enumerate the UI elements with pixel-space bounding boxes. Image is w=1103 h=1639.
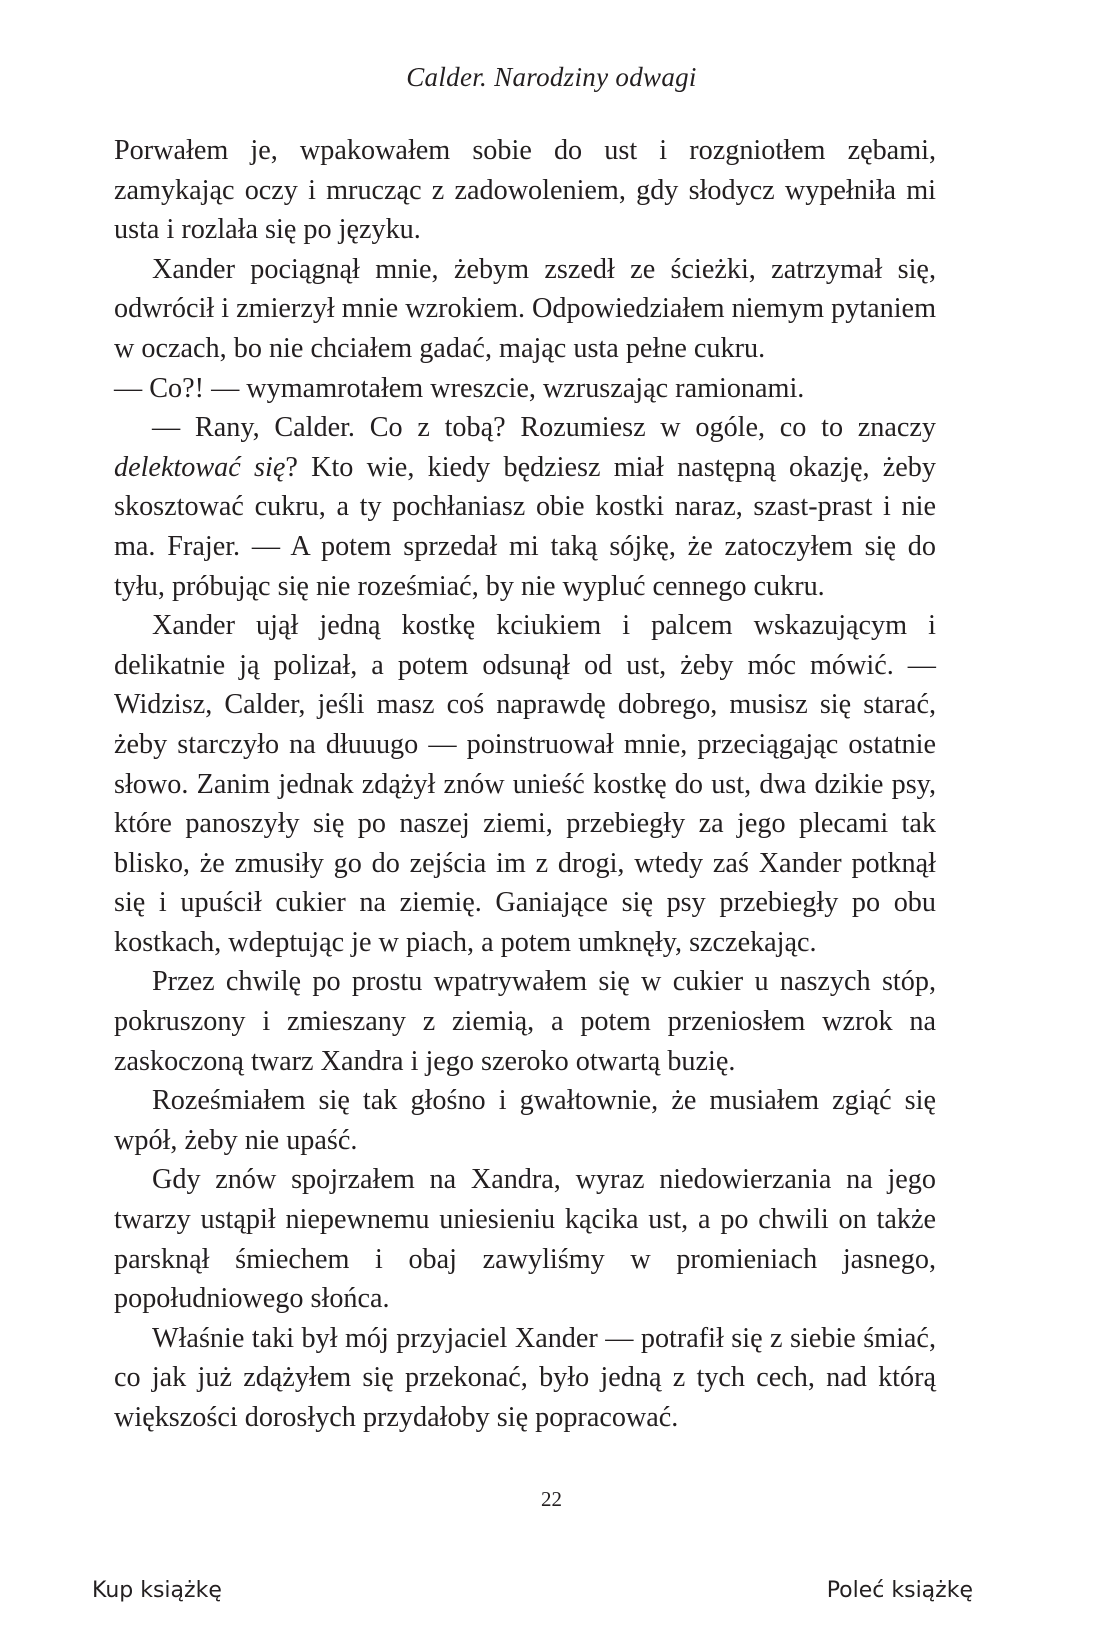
paragraph: — Co?! — wymamrotałem wreszcie, wzruszając ramionami. <box>114 372 805 404</box>
paragraph: Xander ujął jedną kostkę kciukiem i palcem wskazującym i delikatnie ją polizał, a potem odsunął od ust, żeby móc mówić. — Widzisz, Calder, jeśli masz coś naprawdę dobrego, musisz się starać, żeby starczyło na dłuuugo — poinstruował mnie, przeciągając ostatnie słowo. Zanim jednak zdążył znów unieść kostkę do ust, dwa dzikie psy, które panoszyły się po naszej ziemi, przebiegły za jego plecami tak blisko, że zmusiły go do zejścia im z drogi, wtedy zaś Xander potknął się i upuścił cukier na ziemię. Ganiające się psy przebiegły po obu kostkach, wdeptując je w piach, a potem umknęły, szczekając. <box>114 610 936 958</box>
paragraph: Właśnie taki był mój przyjaciel Xander — potrafił się z siebie śmiać, co jak już zdążyłem się przekonać, było jedną z tych cech, nad którą większości dorosłych przydałoby się popracować. <box>114 1322 936 1433</box>
page-number: 22 <box>541 1487 562 1511</box>
running-title: Calder. Narodziny odwagi <box>406 62 697 92</box>
buy-book-link[interactable]: Kup książkę <box>92 1578 222 1603</box>
paragraph-text: ? Kto wie, kiedy będziesz miał następną okazję, żeby skosztować cukru, a ty pochłaniasz obie kostki naraz, szast-prast i nie ma. Frajer. — A potem sprzedał mi taką sójkę, że zatoczyłem się do tyłu, próbując się nie roześmiać, by nie wypluć cennego cukru. <box>114 451 936 602</box>
paragraph: Xander pociągnął mnie, żebym zszedł ze ścieżki, zatrzymał się, odwrócił i zmierzył mnie wzrokiem. Odpowiedziałem niemym pytaniem w oczach, bo nie chciałem gadać, mając usta pełne cukru. <box>114 253 936 364</box>
paragraph: Przez chwilę po prostu wpatrywałem się w cukier u naszych stóp, pokruszony i zmieszany z ziemią, a potem przeniosłem wzrok na zaskoczoną twarz Xandra i jego szeroko otwartą buzię. <box>114 966 936 1077</box>
paragraph: Porwałem je, wpakowałem sobie do ust i rozgniotłem zębami, zamykając oczy i mrucząc z zadowoleniem, gdy słodycz wypełniła mi usta i rozlała się po języku. <box>114 135 936 246</box>
emphasis-text: delektować się <box>114 451 286 483</box>
recommend-book-link[interactable]: Poleć książkę <box>826 1578 973 1603</box>
paragraph <box>114 408 936 606</box>
body-text <box>114 131 936 1438</box>
paragraph: Roześmiałem się tak głośno i gwałtownie, że musiałem zgiąć się wpół, żeby nie upaść. <box>114 1085 936 1156</box>
paragraph-text: — Rany, Calder. Co z tobą? Rozumiesz w ogóle, co to znaczy <box>152 412 936 444</box>
paragraph: Gdy znów spojrzałem na Xandra, wyraz niedowierzania na jego twarzy ustąpił niepewnemu uniesieniu kącika ust, a po chwili on także parsknął śmiechem i obaj zawyliśmy w promieniach jasnego, popołudniowego słońca. <box>114 1164 936 1315</box>
